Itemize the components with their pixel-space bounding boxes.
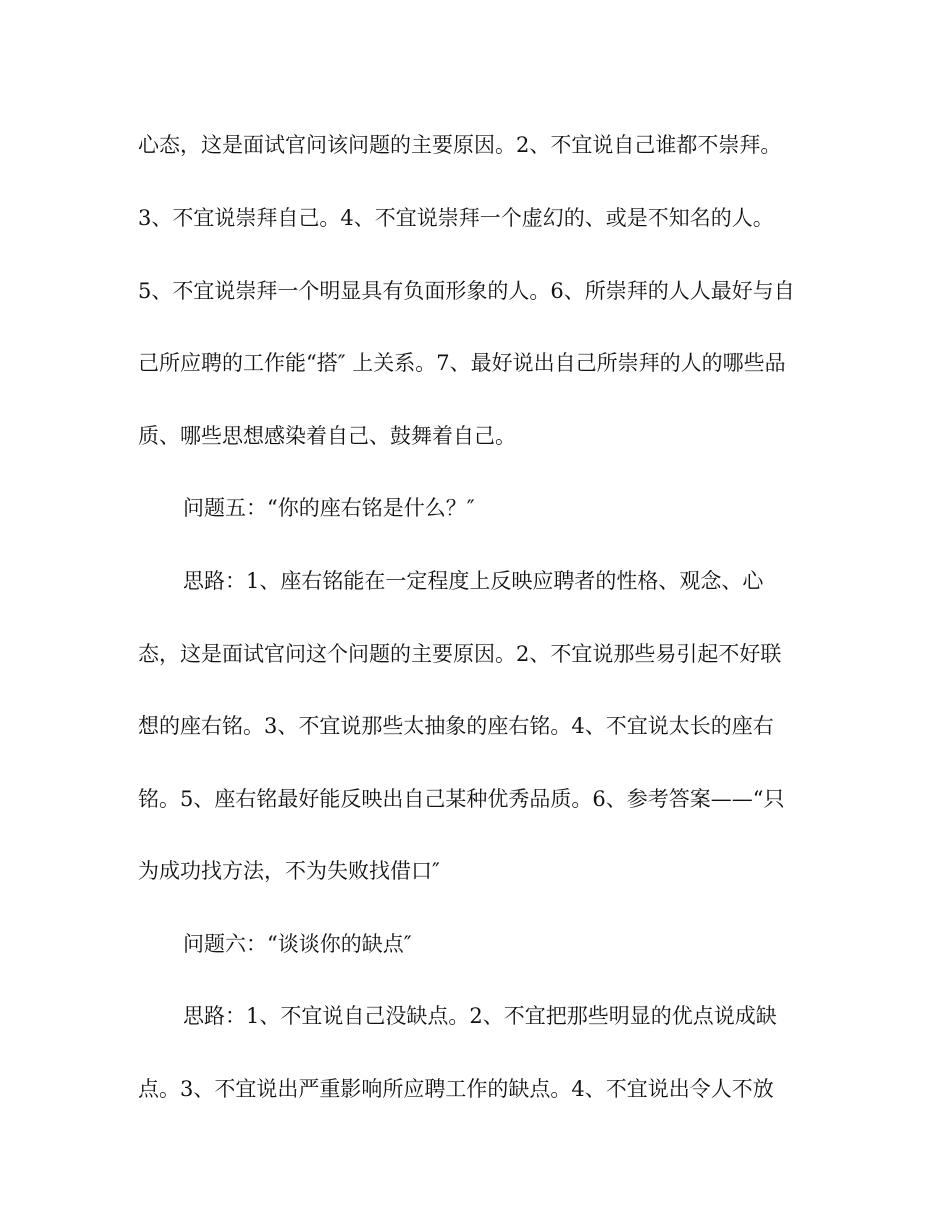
question-heading: 问题五：“你的座右铭是什么？″ xyxy=(183,496,475,520)
text-line: 为成功找方法，不为失败找借口″ xyxy=(138,859,440,883)
text-line: 铭。5、座右铭最好能反映出自己某种优秀品质。6、参考答案——“只 xyxy=(138,787,785,811)
text-line: 心态，这是面试官问该问题的主要原因。2、不宜说自己谁都不崇拜。 xyxy=(138,133,782,157)
question-heading: 问题六：“谈谈你的缺点″ xyxy=(183,932,412,956)
text-line: 思路：1、不宜说自己没缺点。2、不宜把那些明显的优点说成缺 xyxy=(183,1004,777,1028)
text-line: 态，这是面试官问这个问题的主要原因。2、不宜说那些易引起不好联 xyxy=(138,642,782,666)
text-line: 思路：1、座右铭能在一定程度上反映应聘者的性格、观念、心 xyxy=(183,569,764,593)
text-line: 质、哪些思想感染着自己、鼓舞着自己。 xyxy=(138,424,516,448)
text-line: 己所应聘的工作能“搭″ 上关系。7、最好说出自己所崇拜的人的哪些品 xyxy=(138,351,786,375)
text-line: 5、不宜说崇拜一个明显具有负面形象的人。6、所崇拜的人人最好与自 xyxy=(138,279,795,303)
text-line: 点。3、不宜说出严重影响所应聘工作的缺点。4、不宜说出令人不放 xyxy=(138,1077,774,1101)
text-line: 想的座右铭。3、不宜说那些太抽象的座右铭。4、不宜说太长的座右 xyxy=(138,714,774,738)
text-line: 3、不宜说崇拜自己。4、不宜说崇拜一个虚幻的、或是不知名的人。 xyxy=(138,206,774,230)
